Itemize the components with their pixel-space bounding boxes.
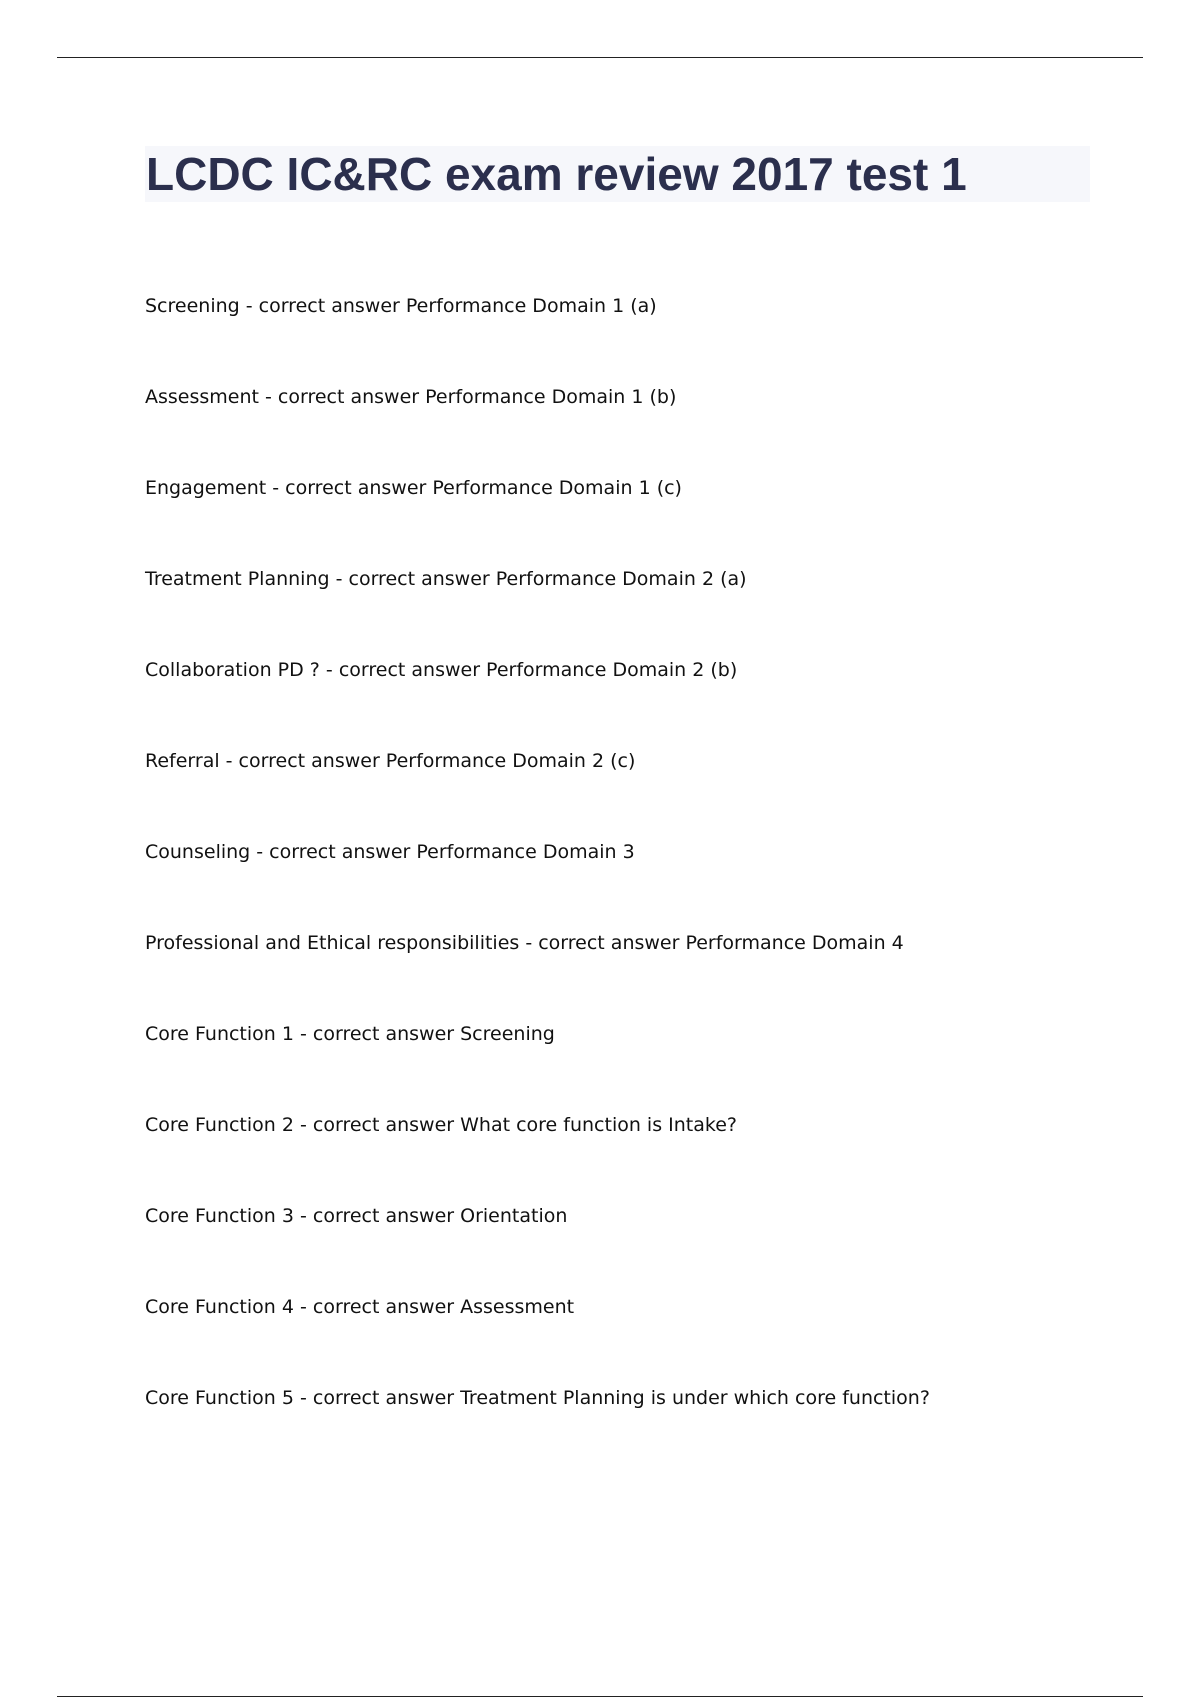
qa-item: Core Function 2 - correct answer What core function is Intake? bbox=[145, 1114, 737, 1136]
qa-item: Assessment - correct answer Performance Domain 1 (b) bbox=[145, 386, 677, 408]
document-title: LCDC IC&RC exam review 2017 test 1 bbox=[146, 148, 967, 200]
bottom-rule bbox=[57, 1696, 1143, 1697]
qa-list bbox=[145, 292, 1145, 1475]
qa-item: Collaboration PD ? - correct answer Performance Domain 2 (b) bbox=[145, 659, 738, 681]
top-rule bbox=[57, 57, 1143, 58]
qa-item: Core Function 1 - correct answer Screening bbox=[145, 1023, 555, 1045]
qa-item: Professional and Ethical responsibilities - correct answer Performance Domain 4 bbox=[145, 932, 904, 954]
qa-item: Counseling - correct answer Performance Domain 3 bbox=[145, 841, 635, 863]
qa-item: Referral - correct answer Performance Domain 2 (c) bbox=[145, 750, 636, 772]
qa-item: Treatment Planning - correct answer Performance Domain 2 (a) bbox=[145, 568, 747, 590]
qa-item: Core Function 4 - correct answer Assessment bbox=[145, 1296, 575, 1318]
qa-item: Core Function 5 - correct answer Treatment Planning is under which core function? bbox=[145, 1387, 930, 1409]
qa-item: Screening - correct answer Performance Domain 1 (a) bbox=[145, 295, 657, 317]
qa-item: Core Function 3 - correct answer Orientation bbox=[145, 1205, 568, 1227]
qa-item: Engagement - correct answer Performance Domain 1 (c) bbox=[145, 477, 682, 499]
